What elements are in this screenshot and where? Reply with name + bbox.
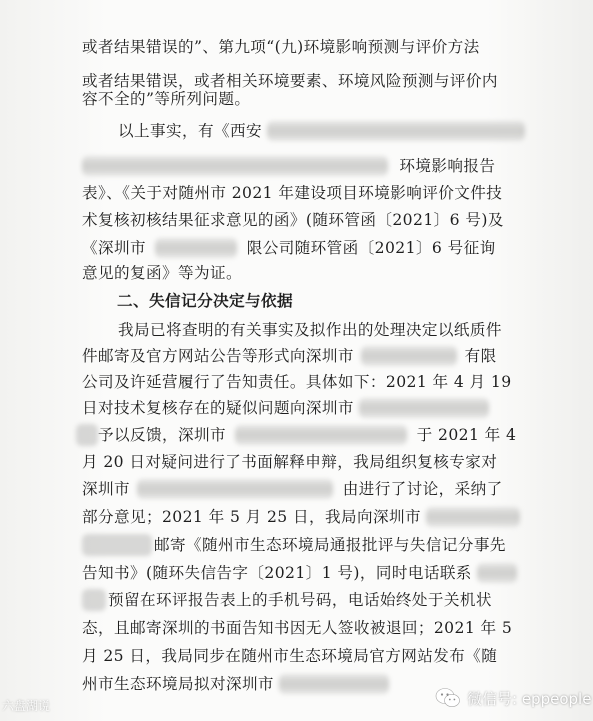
text-line: 部分意见；2021 年 5 月 25 日，我局向深圳市 [82,506,520,528]
text-line: 深圳市 由进行了讨论，采纳了 [82,480,503,498]
text-line: 邮寄《随州市生态环境局通报批评与失信记分事先 [154,536,506,554]
redaction-blur [137,479,333,499]
redaction-blur [426,507,520,527]
text-line: 或者结果错误的”、第九项“(九)环境影响预测与评价方法 [82,38,480,56]
redaction-blur [82,589,106,611]
text-line: 公司及许延营履行了告知责任。具体如下：2021 年 4 月 19 [82,373,512,391]
text-line: 月 20 日对疑问进行了书面解释申辩，我局组织复核专家对 [82,453,498,471]
redaction-blur [359,398,489,418]
text-line: 态，且邮寄深圳的书面告知书因无人签收被退回；2021 年 5 [82,619,513,637]
redaction-blur [279,674,389,694]
text-line: 州市生态环境局拟对深圳市 [82,673,389,695]
redaction-blur [235,425,407,445]
wechat-icon [435,687,461,709]
redaction-blur [477,563,517,583]
text-line: 术复核初核结果征求意见的函》(随环管函〔2021〕6 号)及 [82,211,504,229]
text-line: 预留在环评报告表上的手机号码，电话始终处于关机状 [108,591,492,609]
redaction-blur [155,238,237,258]
text-line: 环境影响报告 [82,155,495,177]
watermark-right [435,686,591,710]
text-line: 或者结果错误，或者相关环境要素、环境风险预测与评价内 [82,72,498,90]
text-line: 月 25 日，我局同步在随州市生态环境局官方网站发布《随 [82,647,498,665]
text-line: 日对技术复核存在的疑似问题向深圳市 [82,397,489,419]
text-line: 告知书》(随环失信告字〔2021〕1 号)，同时电话联系 [82,562,517,584]
section-heading: 二、失信记分决定与依据 [117,292,293,310]
text-line: 以上事实，有《西安 [118,120,525,142]
redaction-blur [361,346,457,366]
text-line: 容不全的”等所列问题。 [82,90,251,108]
watermark-account: 微信号: eppeople [467,689,592,708]
text-line: 件邮寄及官方网站公告等形式向深圳市 有限 [82,347,497,365]
text-line: 予以反馈，深圳市 于 2021 年 4 [98,426,517,444]
text-line: 表》、《关于对随州市 2021 年建设项目环境影响评价文件技 [82,184,503,202]
redaction-blur [82,156,388,176]
redaction-blur [76,424,98,446]
text-line: 意见的复函》等为证。 [82,264,242,282]
redaction-blur [82,534,152,556]
redaction-blur [267,121,525,141]
text-line: 《深圳市 限公司随环管函〔2021〕6 号征询 [82,239,496,257]
text-line: 我局已将查明的有关事实及拟作出的处理决定以纸质件 [118,321,502,339]
watermark-left: 六盘湖说 [2,699,51,713]
